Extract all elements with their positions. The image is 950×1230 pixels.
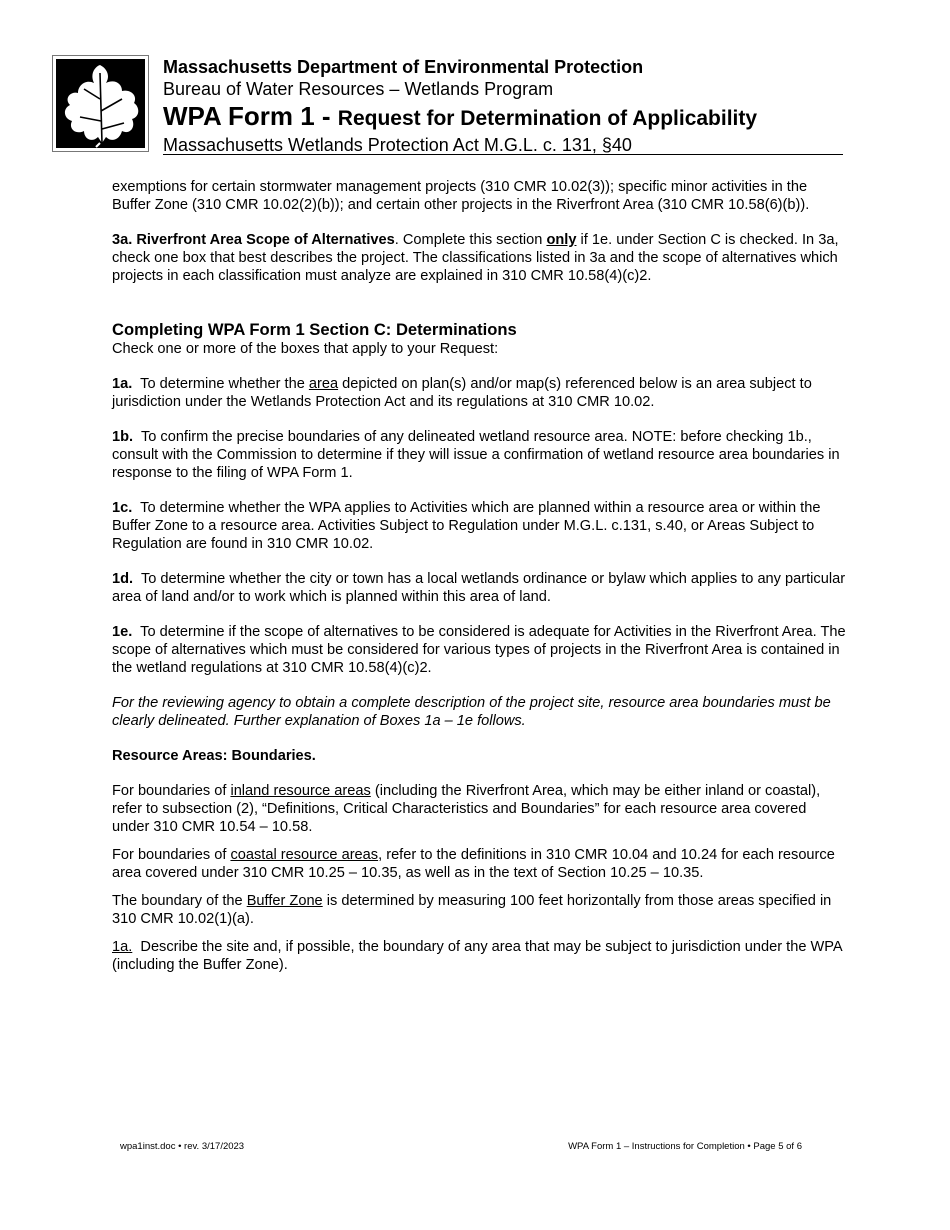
document-body (112, 178, 850, 991)
buffer-paragraph: The boundary of the Buffer Zone is determined by measuring 100 feet horizontally from those areas specified in 310 CMR 10.02(1)(a). (112, 893, 832, 927)
act-reference: Massachusetts Wetlands Protection Act M.G.L. c. 131, §40 (163, 135, 632, 155)
item-1c: 1c. To determine whether the WPA applies to Activities which are planned within a resource area or within the Buffer Zone to a resource area. Activities Subject to Regulation under M.G.L. c.131, s.40, or Areas Subject to Regulation are found in 310 CMR 10.02. (112, 500, 825, 552)
footer-doc-id: wpa1inst.doc • rev. 3/17/2023 (120, 1141, 245, 1152)
form-number: WPA Form 1 - (163, 101, 331, 131)
document-header (163, 56, 843, 156)
section-title: Completing WPA Form 1 Section C: Determinations (112, 320, 517, 339)
item-1d: 1d. To determine whether the city or town has a local wetlands ordinance or bylaw which applies to any particular area of land and/or to work which is planned within this area of land. (112, 571, 850, 605)
header-divider (163, 154, 843, 155)
resource-heading: Resource Areas: Boundaries. (112, 748, 316, 764)
agency-name: Massachusetts Department of Environmental Protection (163, 57, 644, 77)
italic-note: For the reviewing agency to obtain a complete description of the project site, resource area boundaries must be clearly delineated. Further explanation of Boxes 1a – 1e follows. (112, 695, 831, 729)
item-1b: 1b. To confirm the precise boundaries of any delineated wetland resource area. NOTE: before checking 1b., consult with the Commission to determine if they will issue a confirmation of wetland resource area boundaries in response to the filing of WPA Form 1. (112, 429, 844, 481)
inland-paragraph: For boundaries of inland resource areas (including the Riverfront Area, which may be either inland or coastal), refer to subsection (2), “Definitions, Critical Characteristics and Boundaries” for each resource area covered under 310 CMR 10.54 – 10.58. (112, 783, 821, 835)
section-subtitle: Check one or more of the boxes that apply to your Request: (112, 341, 499, 357)
intro-paragraph: exemptions for certain stormwater management projects (310 CMR 10.02(3)); specific minor activities in the Buffer Zone (310 CMR 10.02(2)(b)); and certain other projects in the Riverfront Area (310 CMR 10.58(6)(b)). (112, 179, 810, 213)
dep-logo (52, 55, 149, 152)
oak-leaf-icon (56, 59, 145, 148)
describe-paragraph: 1a. Describe the site and, if possible, the boundary of any area that may be subject to jurisdiction under the WPA (including the Buffer Zone). (112, 939, 846, 973)
form-title (163, 101, 843, 134)
riverfront-heading: 3a. Riverfront Area Scope of Alternatives (112, 232, 395, 248)
only-emphasis: only (546, 232, 577, 248)
bureau-name: Bureau of Water Resources – Wetlands Program (163, 79, 554, 99)
form-subtitle: Request for Determination of Applicability (337, 107, 758, 130)
coastal-paragraph: For boundaries of coastal resource areas, refer to the definitions in 310 CMR 10.04 and 10.24 for each resource area covered under 310 CMR 10.25 – 10.35, as well as in the text of Section 10.25 – 10.35. (112, 847, 835, 881)
riverfront-paragraph: 3a. Riverfront Area Scope of Alternatives. Complete this section only if 1e. under Section C is checked. In 3a, check one box that best describes the project. The classifications listed in 3a and the scope of alternatives which projects in each classification must analyze are explained in 310 CMR 10.58(4)(c)2. (112, 232, 839, 284)
footer-page-info: WPA Form 1 – Instructions for Completion • Page 5 of 6 (568, 1141, 802, 1152)
item-1e: 1e. To determine if the scope of alternatives to be considered is adequate for Activities in the Riverfront Area. The scope of alternatives which must be considered for various types of projects in the Riverfront Area is contained in the wetland regulations at 310 CMR 10.58(4)(c)2. (112, 624, 850, 676)
item-1a: 1a. To determine whether the area depicted on plan(s) and/or map(s) referenced below is an area subject to jurisdiction under the Wetlands Protection Act and its regulations at 310 CMR 10.02. (112, 376, 812, 410)
